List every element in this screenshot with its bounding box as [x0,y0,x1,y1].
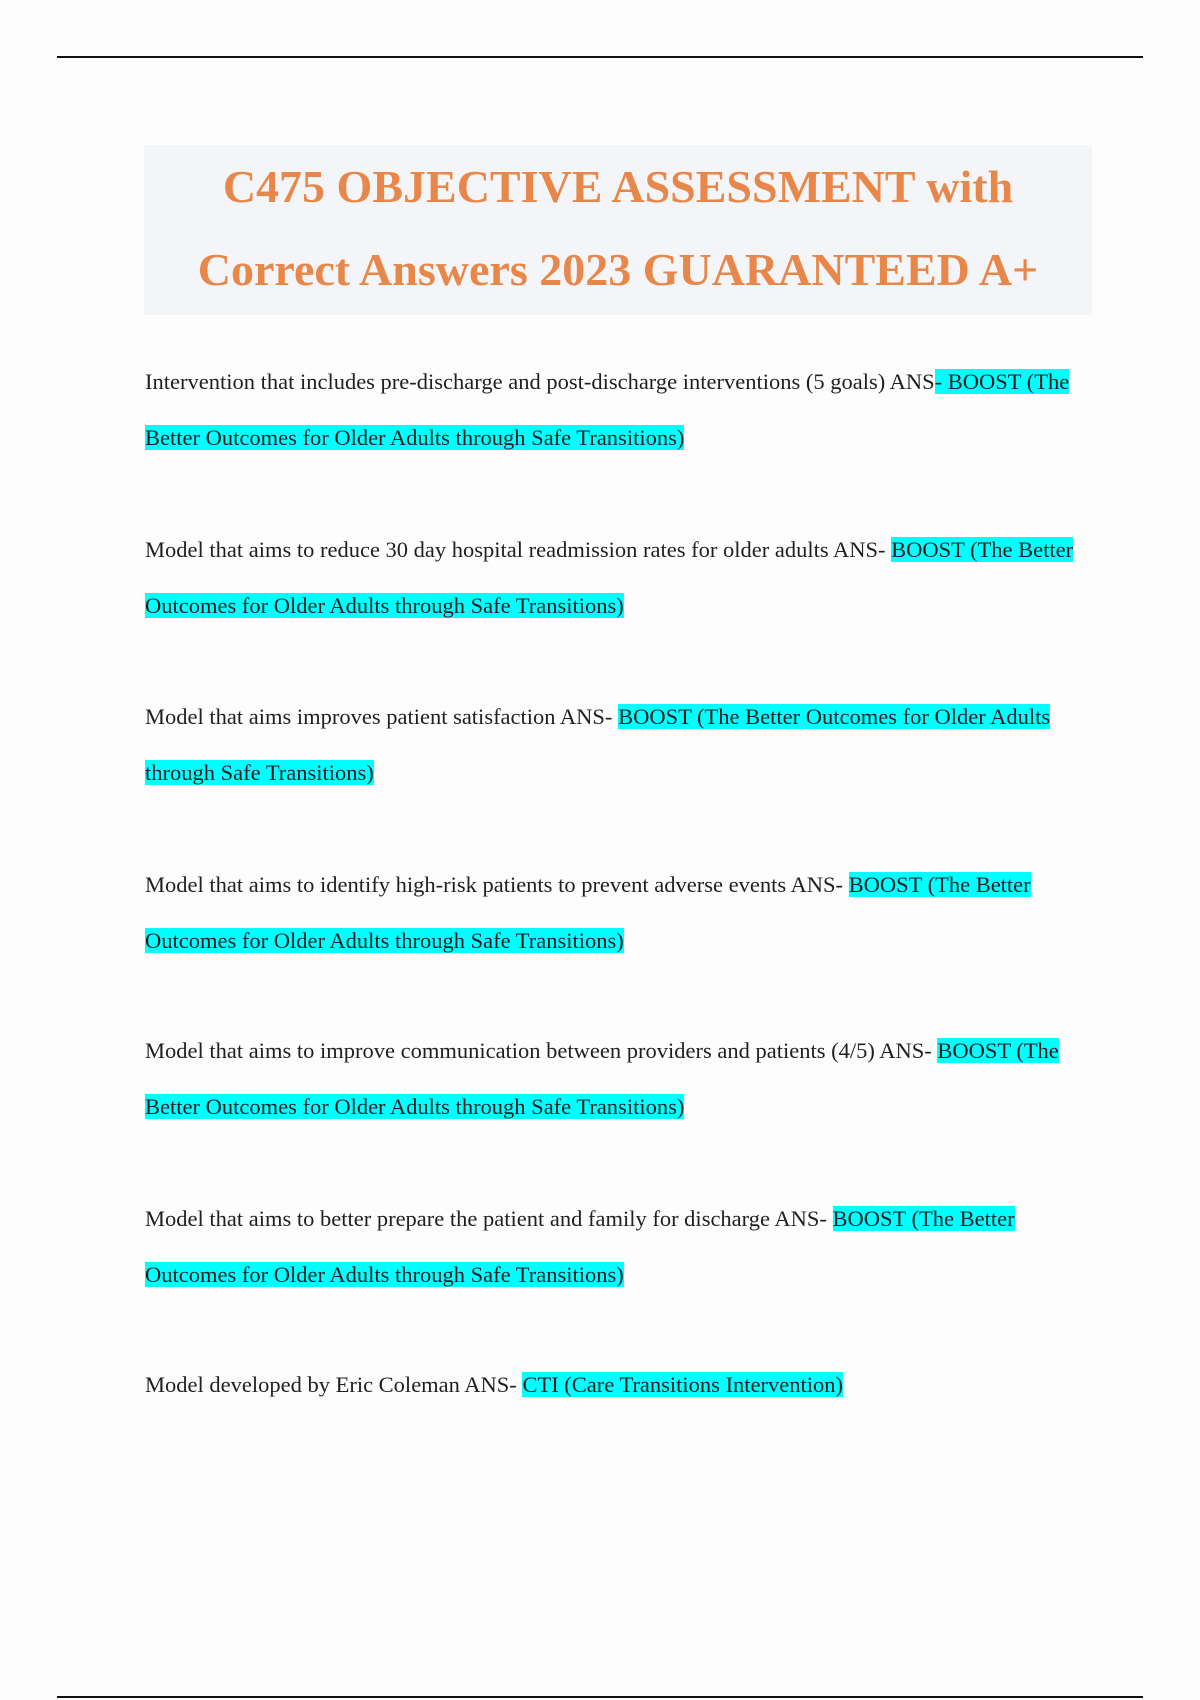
title-banner [144,145,1092,315]
qa-item [145,1191,1085,1303]
answer-highlight: - BOOST (The Better Outcomes for Older Adults through Safe Transitions) [145,369,1070,450]
question-text: Model that aims to identify high-risk patients to prevent adverse events ANS- [145,872,849,897]
page-title-line-1: C475 OBJECTIVE ASSESSMENT with [222,161,1014,212]
bottom-rule [57,1696,1143,1698]
question-text: Model that aims to improve communication between providers and patients (4/5) ANS- [145,1038,938,1063]
page-title-line-2: Correct Answers 2023 GUARANTEED A+ [197,244,1039,295]
question-text: Model developed by Eric Coleman ANS- [145,1372,523,1397]
question-text: Model that aims improves patient satisfaction ANS- [145,704,619,729]
answer-highlight: BOOST (The Better Outcomes for Older Adults through Safe Transitions) [145,1038,1059,1119]
question-text: Intervention that includes pre-discharge and post-discharge interventions (5 goals) ANS [145,369,935,394]
question-text: Model that aims to better prepare the patient and family for discharge ANS- [145,1206,833,1231]
qa-item [145,857,1085,969]
answer-highlight: BOOST (The Better Outcomes for Older Adults through Safe Transitions) [145,704,1051,785]
question-text: Model that aims to reduce 30 day hospital readmission rates for older adults ANS- [145,537,892,562]
qa-item [145,1357,1085,1413]
qa-item [145,1023,1085,1135]
answer-highlight: BOOST (The Better Outcomes for Older Adults through Safe Transitions) [145,1206,1015,1287]
qa-item [145,689,1085,801]
answer-highlight: CTI (Care Transitions Intervention) [522,1372,844,1397]
qa-item [145,354,1085,466]
qa-item [145,522,1085,634]
answer-highlight: BOOST (The Better Outcomes for Older Adults through Safe Transitions) [145,537,1074,618]
answer-highlight: BOOST (The Better Outcomes for Older Adults through Safe Transitions) [145,872,1031,953]
top-rule [57,56,1143,58]
